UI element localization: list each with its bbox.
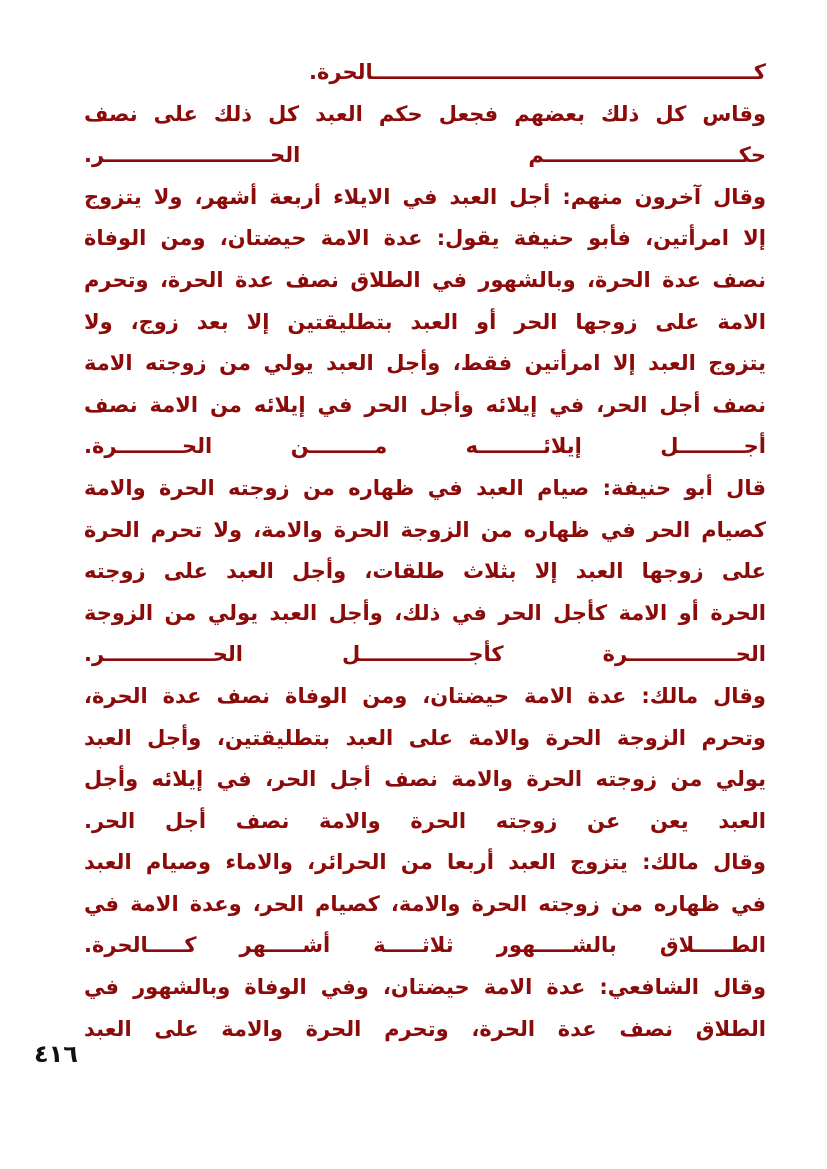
- text-line: كـــــــــــــــــــــــــــــــــــــــــــــــــــــالحرة.: [309, 60, 766, 84]
- text-line: نصف أجل الحر، في إيلائه وأجل الحر في إيلائه من الامة نصف: [84, 392, 766, 417]
- page-number: ٤١٦: [34, 1040, 78, 1068]
- text-line: وقاس كل ذلك بعضهم فجعل حكم العبد كل ذلك على نصف: [84, 101, 766, 126]
- text-line: في ظهاره من زوجته الحرة والامة، كصيام الحر، وعدة الامة في: [84, 891, 766, 916]
- text-line: أجـــــــــل إيلائـــــــــه مـــــــــن الحـــــــــرة.: [84, 434, 766, 459]
- text-line: وقال الشافعي: عدة الامة حيضتان، وفي الوفاة وبالشهور في: [84, 975, 766, 1000]
- text-line: الحرة أو الامة كأجل الحر في ذلك، وأجل العبد يولي من الزوجة: [84, 600, 766, 625]
- text-line: حكـــــــــــــــــــــــــــم الحـــــــــــــــــــــــر.: [84, 143, 766, 168]
- text-line: وقال آخرون منهم: أجل العبد في الايلاء أربعة أشهر، ولا يتزوج: [84, 184, 766, 209]
- text-line: على زوجها العبد إلا بثلاث طلقات، وأجل العبد على زوجته: [84, 559, 766, 584]
- body-text: [84, 52, 766, 1050]
- text-line: الطلاق نصف عدة الحرة، وتحرم الحرة والامة على العبد: [84, 1016, 766, 1041]
- text-line: العبد يعن عن زوجته الحرة والامة نصف أجل الحر.: [84, 808, 766, 833]
- text-line: يتزوج العبد إلا امرأتين فقط، وأجل العبد يولي من زوجته الامة: [84, 351, 766, 376]
- text-line: وقال مالك: يتزوج العبد أربعا من الحرائر، والاماء وصيام العبد: [84, 850, 766, 875]
- text-line: الطـــــلاق بالشـــــهور ثلاثـــــة أشـــــهر كـــــالحرة.: [84, 933, 766, 958]
- text-line: كصيام الحر في ظهاره من الزوجة الحرة والامة، ولا تحرم الحرة: [84, 517, 766, 542]
- text-line: إلا امرأتين، فأبو حنيفة يقول: عدة الامة حيضتان، ومن الوفاة: [84, 226, 766, 251]
- text-line: الامة على زوجها الحر أو العبد بتطليقتين إلا بعد زوج، ولا: [84, 309, 766, 334]
- text-line: يولي من زوجته الحرة والامة نصف أجل الحر، في إيلائه وأجل: [84, 767, 766, 792]
- text-line: نصف عدة الحرة، وبالشهور في الطلاق نصف عدة الحرة، وتحرم: [84, 267, 766, 292]
- text-line: قال أبو حنيفة: صيام العبد في ظهاره من زوجته الحرة والامة: [84, 475, 766, 500]
- text-line: وقال مالك: عدة الامة حيضتان، ومن الوفاة نصف عدة الحرة،: [84, 683, 766, 708]
- text-line: وتحرم الزوجة الحرة والامة على العبد بتطليقتين، وأجل العبد: [84, 725, 766, 750]
- text-line: الحـــــــــــــــرة كأجـــــــــــــــل الحـــــــــــــــر.: [84, 642, 766, 667]
